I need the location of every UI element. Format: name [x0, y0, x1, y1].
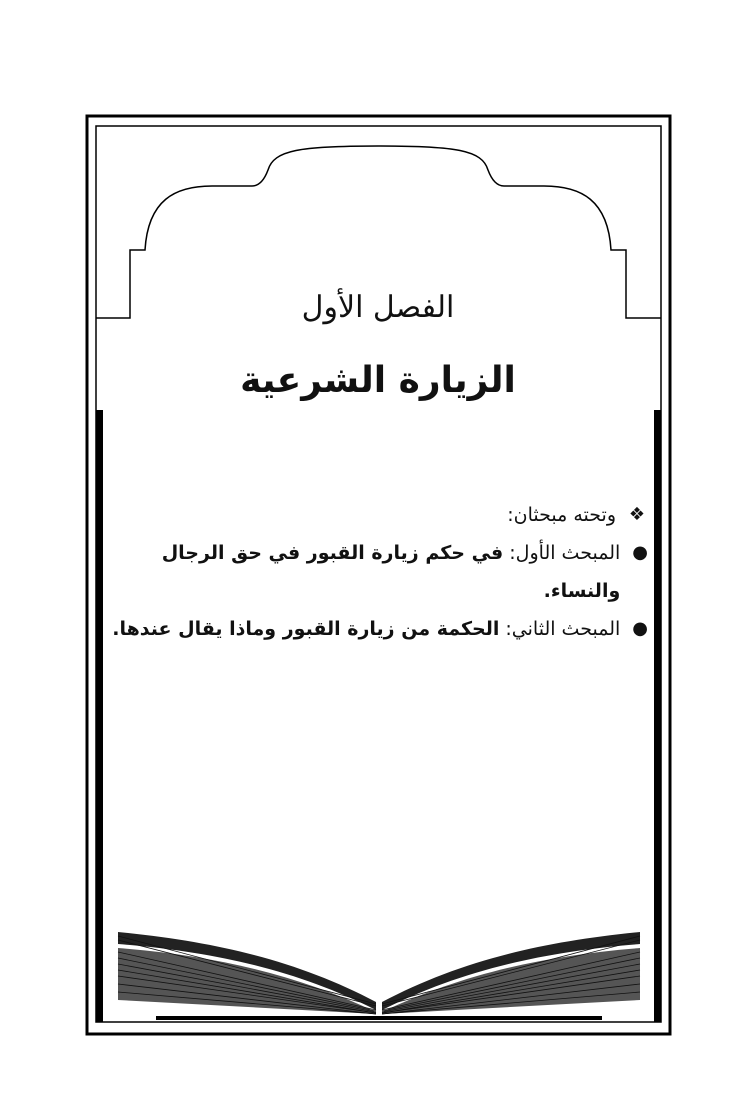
four-diamond-icon: ❖ — [628, 504, 646, 525]
section-name: المبحث الثاني: — [505, 618, 621, 640]
section-description: في حكم زيارة القبور في حق الرجال والنساء. — [161, 542, 621, 602]
open-book-icon — [118, 932, 640, 1020]
chapter-contents — [112, 496, 648, 648]
bullet-dot-icon: ● — [632, 542, 648, 563]
chapter-label: الفصل الأول — [301, 290, 455, 325]
section-name: المبحث الأول: — [509, 542, 621, 564]
intro-text: وتحته مبحثان: — [507, 504, 616, 526]
chapter-title: الزيارة الشرعية — [240, 360, 516, 401]
contents-intro — [112, 496, 648, 534]
bullet-dot-icon: ● — [632, 618, 648, 639]
list-item — [112, 610, 648, 648]
list-item — [112, 534, 648, 610]
section-description: الحكمة من زيارة القبور وماذا يقال عندها. — [112, 618, 500, 640]
